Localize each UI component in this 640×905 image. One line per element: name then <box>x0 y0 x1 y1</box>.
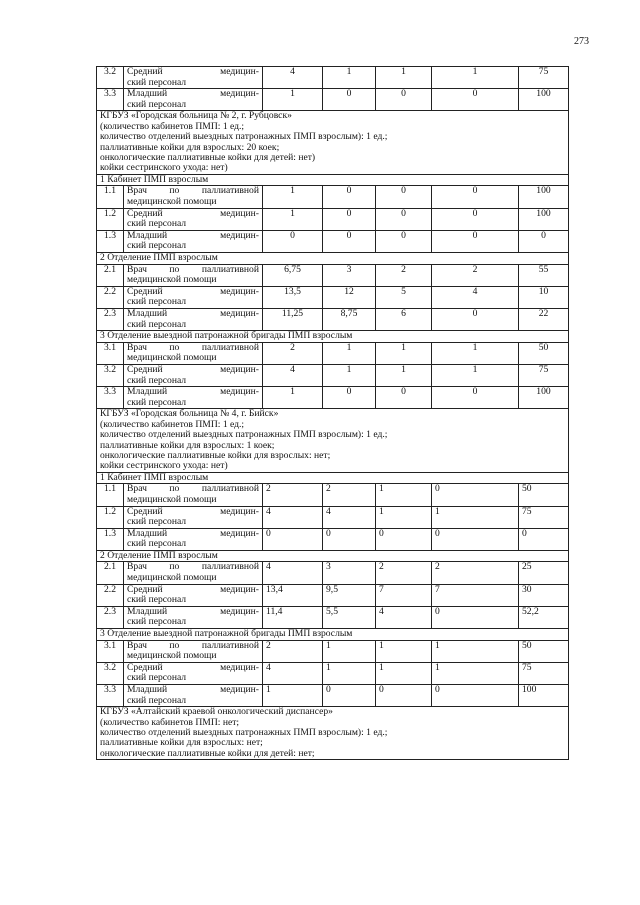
value-cell: 1 <box>376 342 432 364</box>
value-cell: 0 <box>432 230 519 252</box>
value-cell: 2 <box>263 342 323 364</box>
value-cell: 100 <box>519 685 569 707</box>
section-title: 1 Кабинет ПМП взрослым <box>97 174 569 186</box>
staff-category-line: ский персонал <box>127 77 187 88</box>
row-number: 1.2 <box>97 506 124 528</box>
value-cell: 25 <box>519 562 569 584</box>
value-cell: 9,5 <box>323 584 376 606</box>
value-cell: 0 <box>432 484 519 506</box>
value-cell: 75 <box>519 662 569 684</box>
value-cell: 0 <box>519 230 569 252</box>
value-cell: 0 <box>432 528 519 550</box>
table-row <box>97 286 569 308</box>
value-cell: 11,25 <box>263 308 323 330</box>
staff-category-line: ский персонал <box>127 539 187 550</box>
value-cell: 50 <box>519 484 569 506</box>
table-row <box>97 562 569 584</box>
section-title: 3 Отделение выездной патронажной бригады ПМП взрослым <box>97 331 569 343</box>
section-title: 1 Кабинет ПМП взрослым <box>97 472 569 484</box>
staff-category-line: Врач по паллиативной <box>127 264 259 275</box>
staff-category-line: Младший медицин- <box>127 606 259 617</box>
value-cell: 100 <box>519 387 569 409</box>
organization-row <box>97 409 569 472</box>
table-row <box>97 484 569 506</box>
value-cell: 4 <box>263 67 323 89</box>
organization-line: КГБУЗ «Алтайский краевой онкологический диспансер» <box>100 707 333 718</box>
staff-category-line: Врач по паллиативной <box>127 484 259 495</box>
value-cell: 0 <box>376 528 432 550</box>
value-cell: 100 <box>519 208 569 230</box>
staff-category <box>124 264 263 286</box>
organization-line: койки сестринского ухода: нет) <box>100 461 228 472</box>
value-cell: 2 <box>376 264 432 286</box>
organization-line: онкологические паллиативные койки для детей: нет) <box>100 153 316 163</box>
section-header-row <box>97 252 569 264</box>
value-cell: 0 <box>263 230 323 252</box>
staff-category-line: Врач по паллиативной <box>127 640 259 651</box>
row-number: 3.2 <box>97 364 124 386</box>
value-cell: 1 <box>376 640 432 662</box>
value-cell: 3 <box>323 264 376 286</box>
row-number: 2.3 <box>97 606 124 628</box>
staff-category-line: ский персонал <box>127 99 187 110</box>
organization-line: онкологические паллиативные койки для детей: нет; <box>100 748 315 759</box>
value-cell: 0 <box>323 186 376 208</box>
staff-category <box>124 640 263 662</box>
staff-category-line: Врач по паллиативной <box>127 562 259 573</box>
staff-category <box>124 308 263 330</box>
staff-category-line: Младший медицин- <box>127 685 259 695</box>
staff-category-line: Младший медицин- <box>127 308 259 319</box>
row-number: 3.3 <box>97 685 124 707</box>
value-cell: 13,4 <box>263 584 323 606</box>
row-number: 1.2 <box>97 208 124 230</box>
value-cell: 0 <box>432 387 519 409</box>
value-cell: 0 <box>323 230 376 252</box>
value-cell: 75 <box>519 506 569 528</box>
row-number: 2.1 <box>97 562 124 584</box>
value-cell: 1 <box>376 364 432 386</box>
value-cell: 11,4 <box>263 606 323 628</box>
value-cell: 0 <box>376 685 432 707</box>
table-row <box>97 89 569 111</box>
row-number: 3.1 <box>97 640 124 662</box>
organization-line: (количество кабинетов ПМП: 1 ед.; <box>100 121 245 132</box>
value-cell: 4 <box>263 364 323 386</box>
staff-category-line: ский персонал <box>127 673 187 684</box>
organization-line: КГБУЗ «Городская больница № 2, г. Рубцовск» <box>100 111 292 122</box>
value-cell: 2 <box>263 640 323 662</box>
organization-line: количество отделений выездных патронажных ПМП взрослым): 1 ед.; <box>100 132 388 143</box>
staff-category-line: Врач по паллиативной <box>127 186 259 197</box>
table-row <box>97 364 569 386</box>
staff-category <box>124 208 263 230</box>
value-cell: 1 <box>432 67 519 89</box>
value-cell: 4 <box>263 562 323 584</box>
value-cell: 6,75 <box>263 264 323 286</box>
row-number: 2.1 <box>97 264 124 286</box>
table-row <box>97 208 569 230</box>
value-cell: 0 <box>432 606 519 628</box>
section-header-row <box>97 550 569 562</box>
staff-category-line: ский персонал <box>127 595 187 606</box>
value-cell: 1 <box>432 342 519 364</box>
staff-category <box>124 89 263 111</box>
value-cell: 1 <box>432 662 519 684</box>
table-row <box>97 640 569 662</box>
value-cell: 75 <box>519 364 569 386</box>
value-cell: 1 <box>376 67 432 89</box>
staff-category-line: Средний медицин- <box>127 662 259 673</box>
row-number: 1.3 <box>97 528 124 550</box>
staff-category <box>124 186 263 208</box>
value-cell: 0 <box>432 308 519 330</box>
staff-category <box>124 286 263 308</box>
staff-category <box>124 606 263 628</box>
staff-category-line: Врач по паллиативной <box>127 342 259 353</box>
value-cell: 75 <box>519 67 569 89</box>
value-cell: 4 <box>323 506 376 528</box>
value-cell: 4 <box>432 286 519 308</box>
value-cell: 1 <box>263 208 323 230</box>
staff-category <box>124 342 263 364</box>
value-cell: 2 <box>263 484 323 506</box>
staff-category-line: Младший медицин- <box>127 89 259 100</box>
staff-category <box>124 562 263 584</box>
staff-category-line: медицинской помощи <box>127 494 217 505</box>
staff-category-line: медицинской помощи <box>127 275 217 286</box>
value-cell: 2 <box>323 484 376 506</box>
organization-info <box>97 409 569 472</box>
value-cell: 1 <box>263 685 323 707</box>
staff-category <box>124 584 263 606</box>
value-cell: 1 <box>432 506 519 528</box>
value-cell: 55 <box>519 264 569 286</box>
value-cell: 5,5 <box>323 606 376 628</box>
table-row <box>97 230 569 252</box>
value-cell: 1 <box>376 506 432 528</box>
staff-category <box>124 484 263 506</box>
row-number: 2.2 <box>97 286 124 308</box>
value-cell: 10 <box>519 286 569 308</box>
row-number: 3.2 <box>97 67 124 89</box>
value-cell: 1 <box>376 662 432 684</box>
organization-line: количество отделений выездных патронажных ПМП взрослым): 1 ед.; <box>100 728 388 738</box>
organization-line: КГБУЗ «Городская больница № 4, г. Бийск» <box>100 409 279 420</box>
value-cell: 52,2 <box>519 606 569 628</box>
staff-category-line: Средний медицин- <box>127 208 259 219</box>
staffing-table <box>96 66 569 760</box>
organization-line: койки сестринского ухода: нет) <box>100 163 228 174</box>
value-cell: 0 <box>263 528 323 550</box>
staff-category-line: ский персонал <box>127 219 187 230</box>
value-cell: 0 <box>519 528 569 550</box>
value-cell: 50 <box>519 640 569 662</box>
organization-line: количество отделений выездных патронажных ПМП взрослым): 1 ед.; <box>100 430 388 441</box>
organization-row <box>97 111 569 174</box>
staff-category-line: ский персонал <box>127 319 187 330</box>
table-row <box>97 342 569 364</box>
table-row <box>97 528 569 550</box>
staff-category-line: ский персонал <box>127 397 187 408</box>
value-cell: 0 <box>432 89 519 111</box>
value-cell: 1 <box>323 640 376 662</box>
table-row <box>97 387 569 409</box>
value-cell: 0 <box>432 685 519 707</box>
section-header-row <box>97 472 569 484</box>
value-cell: 7 <box>432 584 519 606</box>
value-cell: 50 <box>519 342 569 364</box>
value-cell: 1 <box>432 364 519 386</box>
value-cell: 1 <box>323 662 376 684</box>
staff-category <box>124 528 263 550</box>
organization-line: паллиативные койки для взрослых: нет; <box>100 738 263 749</box>
row-number: 3.3 <box>97 387 124 409</box>
value-cell: 0 <box>376 230 432 252</box>
value-cell: 1 <box>263 186 323 208</box>
staff-category-line: ский персонал <box>127 517 187 528</box>
value-cell: 1 <box>263 89 323 111</box>
table-row <box>97 67 569 89</box>
table-row <box>97 662 569 684</box>
section-title: 2 Отделение ПМП взрослым <box>97 252 569 264</box>
value-cell: 0 <box>376 186 432 208</box>
section-title: 2 Отделение ПМП взрослым <box>97 550 569 562</box>
organization-line: (количество кабинетов ПМП: нет; <box>100 717 240 728</box>
value-cell: 3 <box>323 562 376 584</box>
value-cell: 1 <box>263 387 323 409</box>
value-cell: 5 <box>376 286 432 308</box>
section-header-row <box>97 174 569 186</box>
staff-category-line: Средний медицин- <box>127 506 259 517</box>
table-body <box>97 67 569 760</box>
value-cell: 1 <box>323 342 376 364</box>
staff-category-line: Средний медицин- <box>127 67 259 77</box>
staff-category-line: медицинской помощи <box>127 573 217 584</box>
value-cell: 4 <box>376 606 432 628</box>
row-number: 1.1 <box>97 484 124 506</box>
staff-category-line: ский персонал <box>127 375 187 386</box>
table-row <box>97 264 569 286</box>
table-row <box>97 308 569 330</box>
value-cell: 100 <box>519 89 569 111</box>
row-number: 3.3 <box>97 89 124 111</box>
value-cell: 0 <box>323 387 376 409</box>
table-row <box>97 506 569 528</box>
staff-category-line: Младший медицин- <box>127 387 259 398</box>
organization-line: паллиативные койки для взрослых: 1 коек; <box>100 440 275 451</box>
value-cell: 6 <box>376 308 432 330</box>
staff-category-line: ский персонал <box>127 617 187 628</box>
value-cell: 0 <box>323 89 376 111</box>
value-cell: 0 <box>323 528 376 550</box>
value-cell: 0 <box>323 208 376 230</box>
value-cell: 100 <box>519 186 569 208</box>
value-cell: 0 <box>376 89 432 111</box>
organization-line: (количество кабинетов ПМП: 1 ед.; <box>100 419 245 430</box>
row-number: 2.3 <box>97 308 124 330</box>
row-number: 1.1 <box>97 186 124 208</box>
value-cell: 2 <box>432 562 519 584</box>
value-cell: 0 <box>432 208 519 230</box>
value-cell: 2 <box>376 562 432 584</box>
staff-category-line: медицинской помощи <box>127 651 217 662</box>
staff-category <box>124 67 263 89</box>
table-row <box>97 685 569 707</box>
section-header-row <box>97 629 569 641</box>
value-cell: 1 <box>376 484 432 506</box>
staff-category-line: ский персонал <box>127 241 187 252</box>
organization-line: паллиативные койки для взрослых: 20 коек; <box>100 142 280 153</box>
table-row <box>97 584 569 606</box>
staff-category-line: Младший медицин- <box>127 230 259 241</box>
page-number: 273 <box>574 36 589 47</box>
row-number: 3.1 <box>97 342 124 364</box>
row-number: 3.2 <box>97 662 124 684</box>
value-cell: 4 <box>263 662 323 684</box>
value-cell: 2 <box>432 264 519 286</box>
value-cell: 0 <box>376 387 432 409</box>
value-cell: 13,5 <box>263 286 323 308</box>
row-number: 2.2 <box>97 584 124 606</box>
value-cell: 0 <box>376 208 432 230</box>
value-cell: 12 <box>323 286 376 308</box>
staff-category-line: медицинской помощи <box>127 353 217 364</box>
organization-info <box>97 111 569 174</box>
section-header-row <box>97 331 569 343</box>
value-cell: 0 <box>432 186 519 208</box>
staff-category-line: медицинской помощи <box>127 197 217 207</box>
value-cell: 0 <box>323 685 376 707</box>
value-cell: 22 <box>519 308 569 330</box>
organization-row <box>97 707 569 760</box>
value-cell: 1 <box>432 640 519 662</box>
table-row <box>97 606 569 628</box>
value-cell: 7 <box>376 584 432 606</box>
value-cell: 8,75 <box>323 308 376 330</box>
staff-category <box>124 230 263 252</box>
table-row <box>97 186 569 208</box>
value-cell: 1 <box>323 67 376 89</box>
value-cell: 1 <box>323 364 376 386</box>
staff-category-line: ский персонал <box>127 297 187 308</box>
staff-category <box>124 364 263 386</box>
staff-category <box>124 662 263 684</box>
value-cell: 30 <box>519 584 569 606</box>
staff-category <box>124 506 263 528</box>
staff-category <box>124 685 263 707</box>
row-number: 1.3 <box>97 230 124 252</box>
staff-category-line: Средний медицин- <box>127 286 259 297</box>
organization-line: онкологические паллиативные койки для взрослых: нет; <box>100 450 331 461</box>
staff-category-line: Средний медицин- <box>127 364 259 375</box>
staff-category <box>124 387 263 409</box>
staff-category-line: Средний медицин- <box>127 584 259 595</box>
staff-category-line: Младший медицин- <box>127 528 259 539</box>
section-title: 3 Отделение выездной патронажной бригады ПМП взрослым <box>97 629 569 641</box>
value-cell: 4 <box>263 506 323 528</box>
organization-info <box>97 707 569 760</box>
staff-category-line: ский персонал <box>127 695 187 706</box>
